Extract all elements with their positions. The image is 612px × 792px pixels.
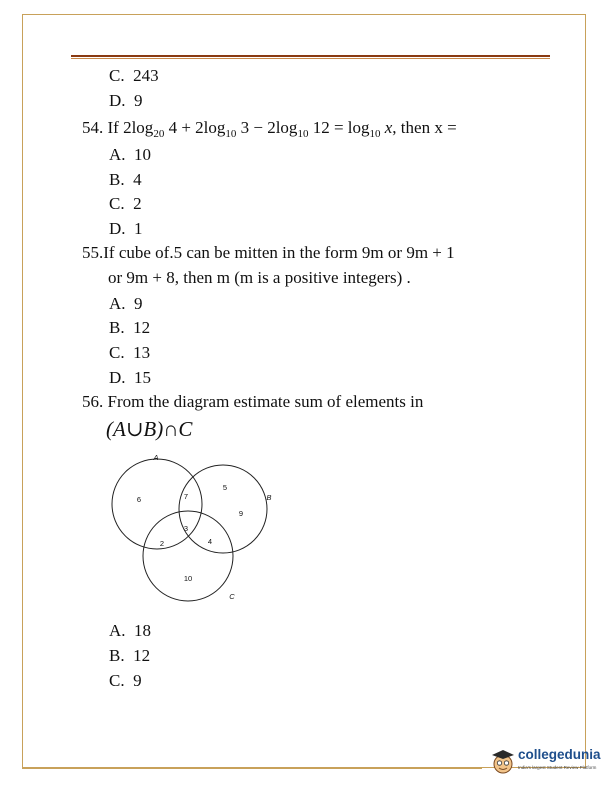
label-c: C [229,592,235,601]
option-b-q56: B. 12 [109,646,151,665]
logo-tagline: India's largest Student Review Platform [518,765,597,770]
value-c-only: 10 [183,574,193,583]
question-55-line1: 55.If cube of.5 can be mitten in the form 9m or 9m + 1 [82,243,455,262]
header-rule [71,55,550,59]
question-55-line2: or 9m + 8, then m (m is a positive integers) . [108,268,411,287]
logo-name: collegedunia [518,747,601,762]
value-a-and-b: 7 [183,492,189,501]
graduate-mascot-icon [490,747,516,777]
value-b-only-2: 9 [238,509,244,518]
value-b-only-1: 5 [222,483,228,492]
circle-b [179,465,267,553]
option-c-q54: C. 2 [109,194,142,213]
option-a-q54: A. 10 [109,145,152,164]
option-b-q54: B. 4 [109,170,142,189]
question-56-line1: 56. From the diagram estimate sum of elements in [82,392,424,411]
option-a-q55: A. 9 [109,294,143,313]
value-a-and-c: 2 [159,539,165,548]
option-a-q56: A. 18 [109,621,152,640]
option-c-q55: C. 13 [109,343,151,362]
set-expression: (A∪B)∩C [106,417,193,441]
option-c-q53: C. 243 [109,66,159,85]
collegedunia-logo[interactable] [490,745,605,781]
value-b-and-c: 4 [207,537,213,546]
option-b-q55: B. 12 [109,318,151,337]
venn-diagram [100,448,280,608]
option-d-q53: D. 9 [109,91,143,110]
option-d-q55: D. 15 [109,368,152,387]
option-c-q56: C. 9 [109,671,142,690]
option-d-q54: D. 1 [109,219,143,238]
footer-rule [22,768,482,769]
label-b: B [266,493,272,502]
label-a: A [153,453,159,462]
value-a-only: 6 [136,495,142,504]
question-54: 54. If $2\log_{20}$ $4 + 2\log_{10}$ $3 - 2\log_{10}$ $12 = \log_{10} x$, then x = [82,118,457,140]
value-abc: 3 [183,524,189,533]
